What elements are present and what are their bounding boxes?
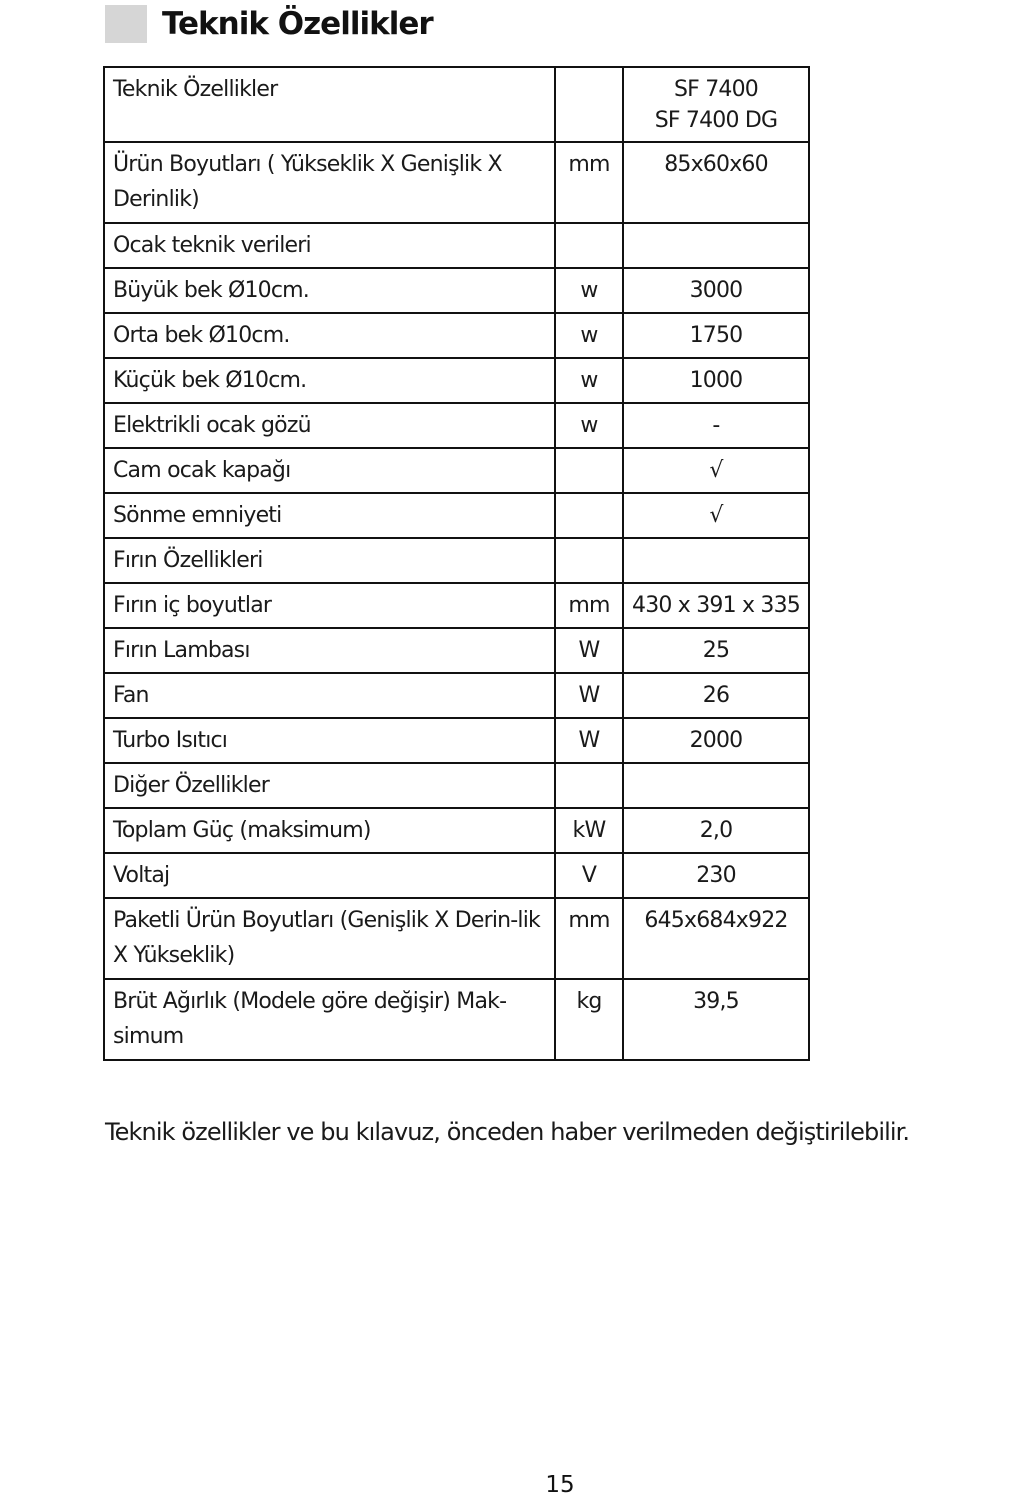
row-value <box>623 223 809 268</box>
row-unit: w <box>555 403 623 448</box>
row-value: 230 <box>623 853 809 898</box>
table-row <box>104 493 809 538</box>
row-unit <box>555 493 623 538</box>
row-unit: W <box>555 628 623 673</box>
row-unit <box>555 223 623 268</box>
row-label: Brüt Ağırlık (Modele göre değişir) Mak-simum <box>104 979 555 1060</box>
row-label: Orta bek Ø10cm. <box>104 313 555 358</box>
row-value: - <box>623 403 809 448</box>
table-row <box>104 223 809 268</box>
row-value: 39,5 <box>623 979 809 1060</box>
row-unit <box>555 448 623 493</box>
row-label: Paketli Ürün Boyutları (Genişlik X Derin-lik X Yükseklik) <box>104 898 555 979</box>
table-row <box>104 142 809 223</box>
row-unit: mm <box>555 898 623 979</box>
table-row <box>104 763 809 808</box>
row-label: Ocak teknik verileri <box>104 223 555 268</box>
row-unit: w <box>555 268 623 313</box>
row-unit: w <box>555 313 623 358</box>
row-label: Fan <box>104 673 555 718</box>
table-row <box>104 979 809 1060</box>
header-model <box>623 67 809 142</box>
model-name-variant: SF 7400 DG <box>654 108 778 133</box>
row-label: Ürün Boyutları ( Yükseklik X Genişlik X Derinlik) <box>104 142 555 223</box>
table-header-row <box>104 67 809 142</box>
row-value: 2,0 <box>623 808 809 853</box>
row-value: 25 <box>623 628 809 673</box>
table-row <box>104 583 809 628</box>
row-unit: mm <box>555 583 623 628</box>
table-row <box>104 673 809 718</box>
table-row <box>104 313 809 358</box>
heading-marker <box>105 5 147 43</box>
row-unit: V <box>555 853 623 898</box>
row-value: 26 <box>623 673 809 718</box>
row-value: 645x684x922 <box>623 898 809 979</box>
row-value: 1000 <box>623 358 809 403</box>
row-value-check: √ <box>623 448 809 493</box>
row-value-check: √ <box>623 493 809 538</box>
row-value: 1750 <box>623 313 809 358</box>
row-label: Elektrikli ocak gözü <box>104 403 555 448</box>
table-row <box>104 898 809 979</box>
table-row <box>104 538 809 583</box>
row-unit <box>555 538 623 583</box>
table-row <box>104 808 809 853</box>
row-label: Fırın iç boyutlar <box>104 583 555 628</box>
row-unit: kg <box>555 979 623 1060</box>
row-label: Fırın Özellikleri <box>104 538 555 583</box>
table-row <box>104 853 809 898</box>
model-name: SF 7400 <box>673 77 758 102</box>
row-label: Turbo Isıtıcı <box>104 718 555 763</box>
table-row <box>104 628 809 673</box>
row-unit: mm <box>555 142 623 223</box>
row-unit <box>555 763 623 808</box>
table-row <box>104 403 809 448</box>
page-title: Teknik Özellikler <box>162 6 433 42</box>
row-label: Voltaj <box>104 853 555 898</box>
row-value: 2000 <box>623 718 809 763</box>
specifications-table <box>103 66 810 1061</box>
footnote: Teknik özellikler ve bu kılavuz, önceden haber verilmeden değiştirilebilir. <box>105 1118 910 1146</box>
header-unit <box>555 67 623 142</box>
table-row <box>104 448 809 493</box>
row-unit: kW <box>555 808 623 853</box>
header-label: Teknik Özellikler <box>104 67 555 142</box>
table-row <box>104 718 809 763</box>
row-unit: W <box>555 718 623 763</box>
table-row <box>104 358 809 403</box>
row-value <box>623 538 809 583</box>
row-unit: W <box>555 673 623 718</box>
table-row <box>104 268 809 313</box>
row-label: Diğer Özellikler <box>104 763 555 808</box>
row-label: Sönme emniyeti <box>104 493 555 538</box>
row-value: 430 x 391 x 335 <box>623 583 809 628</box>
row-unit: w <box>555 358 623 403</box>
row-value: 85x60x60 <box>623 142 809 223</box>
row-label: Büyük bek Ø10cm. <box>104 268 555 313</box>
row-value: 3000 <box>623 268 809 313</box>
row-label: Toplam Güç (maksimum) <box>104 808 555 853</box>
row-label: Küçük bek Ø10cm. <box>104 358 555 403</box>
page-heading <box>105 4 433 44</box>
page-number: 15 <box>545 1472 575 1498</box>
row-value <box>623 763 809 808</box>
row-label: Cam ocak kapağı <box>104 448 555 493</box>
row-label: Fırın Lambası <box>104 628 555 673</box>
